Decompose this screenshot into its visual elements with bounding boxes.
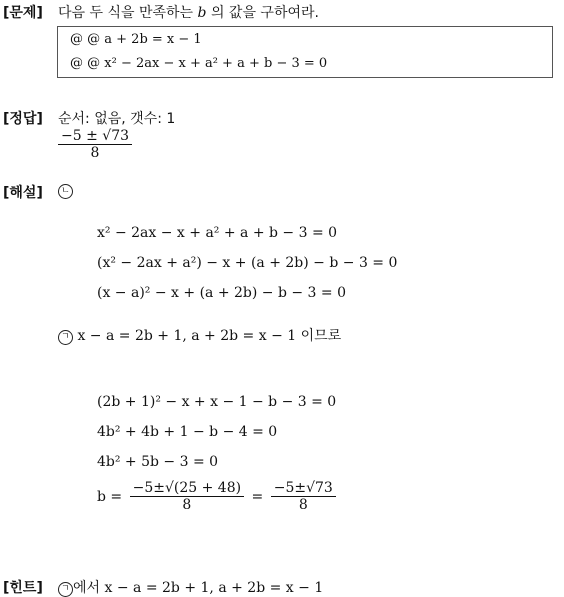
final-fraction-2-denominator: 8 (298, 497, 308, 513)
final-fraction-1-numerator: −5±√(25 + 48) (130, 480, 244, 497)
answer-label: [정답] (3, 111, 43, 127)
solution-line-5: 4b² + 4b + 1 − b − 4 = 0 (97, 424, 278, 440)
hint-text (58, 577, 323, 597)
solution-note-math: x − a = 2b + 1, a + 2b = x − 1 (77, 328, 297, 344)
answer-denominator: 8 (90, 145, 100, 161)
circled-marker-icon: ㄱ (58, 330, 73, 345)
problem-equations-box (57, 26, 553, 78)
hint-math: x − a = 2b + 1, a + 2b = x − 1 (104, 580, 324, 596)
solution-note (58, 325, 341, 345)
solution-line-1: x² − 2ax − x + a² + a + b − 3 = 0 (97, 225, 338, 241)
problem-label: [문제] (3, 5, 43, 21)
solution-step-marker (58, 182, 73, 199)
answer-order-count: 순서: 없음, 갯수: 1 (58, 111, 176, 127)
problem-statement (58, 2, 319, 22)
problem-prefix: 다음 두 식을 만족하는 (58, 5, 194, 21)
solution-line-3: (x − a)² − x + (a + 2b) − b − 3 = 0 (97, 285, 347, 301)
equation-2: @ @ x² − 2ax − x + a² + a + b − 3 = 0 (70, 56, 328, 71)
solution-label: [해설] (3, 185, 43, 201)
solution-note-suffix: 이므로 (300, 328, 342, 344)
problem-suffix: 의 값을 구하여라. (210, 5, 319, 21)
circled-marker-icon: ㄱ (58, 582, 73, 597)
solution-final-line (97, 480, 339, 514)
circled-marker-icon: ㄴ (58, 184, 73, 199)
hint-label: [힌트] (3, 580, 43, 596)
equation-1: @ @ a + 2b = x − 1 (70, 32, 202, 47)
answer-numerator: −5 ± √73 (58, 128, 132, 145)
answer-fraction (58, 128, 132, 162)
final-fraction-1-denominator: 8 (182, 497, 192, 513)
final-equals: = (251, 489, 264, 505)
final-fraction-2-numerator: −5±√73 (271, 480, 336, 497)
final-lhs: b = (97, 489, 123, 505)
solution-line-2: (x² − 2ax + a²) − x + (a + 2b) − b − 3 = 0 (97, 255, 398, 271)
hint-prefix: 에서 (73, 580, 101, 596)
problem-variable: b (197, 5, 207, 21)
solution-line-6: 4b² + 5b − 3 = 0 (97, 454, 219, 470)
solution-line-4: (2b + 1)² − x + x − 1 − b − 3 = 0 (97, 394, 337, 410)
